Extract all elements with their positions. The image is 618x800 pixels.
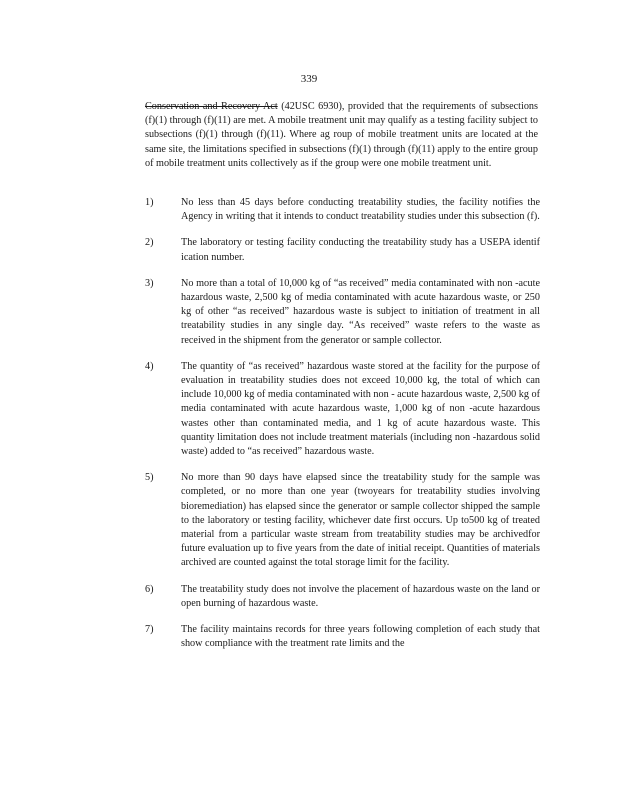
item-number: 1)	[145, 197, 154, 208]
item-number: 5)	[145, 472, 154, 484]
struck-text: Conservation and Recovery Act	[145, 101, 278, 112]
list-item	[145, 583, 540, 611]
page-number: 339	[300, 73, 318, 85]
numbered-list	[145, 196, 540, 663]
list-item	[145, 236, 540, 264]
intro-text: (42USC 6930), provided that the requirements of subsections (f)(1) through (f)(11) are met. A mobile treatment unit may qualify as a testing facility subject to subsections (f)(1) through (f)(11). Where ag roup of mobile treatment units are located at the same site, the limitations specified in subsections (f)(1) through (f)(11) apply to the entire group of mobile treatment units collectively as if the group were one mobile treatment unit.	[145, 101, 538, 169]
list-item	[145, 196, 540, 224]
item-text: No more than a total of 10,000 kg of “as received” media contaminated with non -acute hazardous waste, 2,500 kg of media contaminated with acute hazardous waste, or 250 kg of other “as received” hazardous waste is subject to initiation of treatment in all treatability studies in any single day. “As received” waste refers to the waste as received in the shipment from the generator or sample collector.	[181, 277, 540, 346]
list-item	[145, 277, 540, 348]
item-text: The laboratory or testing facility conducting the treatability study has a USEPA identif ication number.	[181, 237, 540, 263]
list-item	[145, 471, 540, 570]
item-text: The quantity of “as received” hazardous waste stored at the facility for the purpose of evaluation in treatability studies does not exceed 10,000 kg, the total of which can include 10,000 kg of media contaminated with non - acute hazardous waste, 2,500 kg of media contaminated with acute hazardous waste, 1,000 kg of non -acute hazardous wastes other than contaminated media, and 1 kg of acute hazardous waste. This quantity limitation does not include treatment materials (including non -hazardous solid waste) added to “as received” hazardous waste.	[181, 360, 541, 458]
item-number: 3)	[145, 277, 154, 289]
item-text: No more than 90 days have elapsed since the treatability study for the sample was completed, or no more than one year (twoyears for treatability studies involving bioremediation) has elapsed since the generator or sample collector shipped the sample to the laboratory or testing facility, whichever date first occurs. Up to500 kg of treated material from a particular waste stream from treatability studies may be archivedfor future evaluation up to five years from the date of initial receipt. Quantities of materials archived are counted against the total storage limit for the facility.	[181, 472, 540, 569]
item-number: 6)	[145, 583, 154, 595]
item-text: The facility maintains records for three years following completion of each study that show compliance with the treatment rate limits and the	[181, 624, 540, 650]
item-text: No less than 45 days before conducting treatability studies, the facility notifies the Agency in writing that it intends to conduct treatability studies under this subsection (f).	[181, 197, 540, 223]
item-number: 7)	[145, 624, 154, 636]
item-number: 2)	[145, 237, 154, 249]
list-item	[145, 623, 540, 651]
item-text: The treatability study does not involve the placement of hazardous waste on the land or open burning of hazardous waste.	[181, 583, 540, 609]
list-item	[145, 360, 540, 459]
item-number: 4)	[145, 360, 154, 372]
intro-paragraph	[145, 100, 538, 171]
